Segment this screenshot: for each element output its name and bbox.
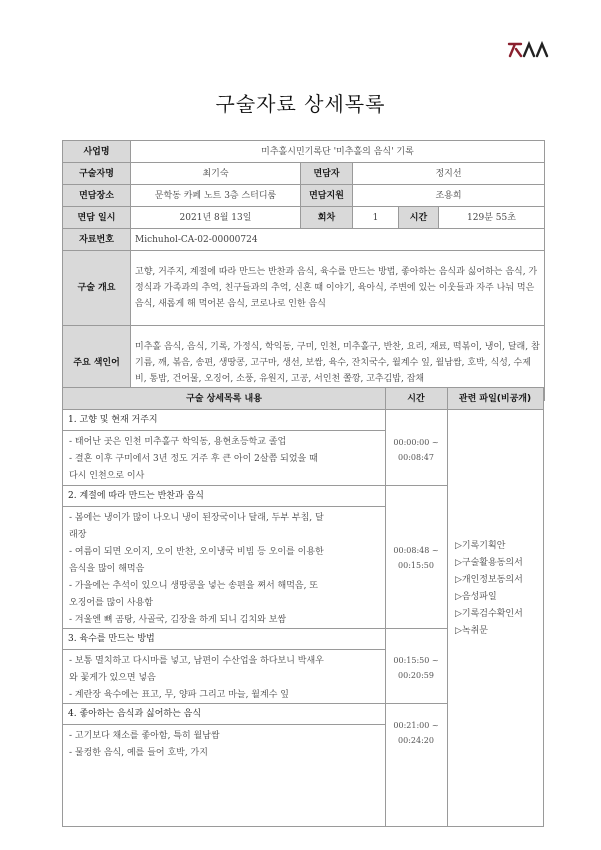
bullet-line: 와 꽃게가 있으면 넣음 — [69, 673, 156, 683]
keywords-label: 주요 색인어 — [63, 326, 131, 401]
files-header: 관련 파일(비공개) — [447, 388, 543, 410]
organization-logo — [507, 40, 549, 58]
time-header: 시간 — [385, 388, 447, 410]
narrator-label: 구술자명 — [63, 163, 131, 185]
file-item: ▷녹취문 — [455, 626, 489, 636]
metadata-table — [62, 140, 545, 401]
file-item: ▷개인정보동의서 — [455, 575, 523, 585]
page-title: 구술자료 상세목록 — [215, 92, 386, 116]
section-4-time — [385, 718, 447, 748]
bullet-line: - 겨울엔 뼈 곰탕, 사골국, 김장을 하게 되니 김치와 보쌈 — [69, 615, 287, 625]
section-3 — [63, 629, 385, 704]
time-value: 129분 55초 — [439, 207, 545, 229]
keywords-value: 미추홀 음식, 음식, 기록, 가정식, 학익동, 구미, 인천, 미추홀구, 반찬, 요리, 재료, 떡볶이, 냉이, 달래, 참기름, 깨, 볶음, 송편, 생땅콩, 고구마, 생선, 보쌈, 육수, 잔치국수, 월계수 잎, 월남쌈, 호박, 식성, 수제비, 통밤, 건어물, 오징어, 소풍, 유원지, 고공, 서인천 쫄깡, 고추김밥, 잡채 — [131, 326, 545, 401]
time-end: 00:24:20 — [398, 736, 434, 745]
column-divider — [447, 388, 448, 826]
assistant-value: 조용희 — [353, 185, 545, 207]
assistant-label: 면담지원 — [301, 185, 353, 207]
detail-header: 구술 상세목록 내용 — [63, 388, 385, 410]
related-files-list — [455, 538, 523, 640]
session-value: 1 — [353, 207, 399, 229]
time-start: 00:08:48 ~ — [393, 546, 439, 555]
time-start: 00:21:00 ~ — [393, 721, 439, 730]
section-4 — [63, 704, 385, 762]
date-label: 면담 일시 — [63, 207, 131, 229]
place-value: 문학동 카페 노트 3층 스터디룸 — [131, 185, 301, 207]
time-end: 00:15:50 — [398, 561, 434, 570]
id-value: Michuhol-CA-02-00000724 — [131, 229, 545, 251]
bullet-line: - 물컹한 음식, 예를 들어 호박, 가지 — [69, 748, 208, 758]
bullet-line: - 보통 멸치하고 다시마를 넣고, 남편이 수산업을 하다보니 박새우 — [69, 656, 324, 666]
section-title: 1. 고향 및 현재 거주지 — [63, 410, 385, 431]
bullet-line: 음식을 많이 해먹음 — [69, 564, 145, 574]
project-value: 미추홀시민기록단 '미추홀의 음식' 기록 — [131, 141, 545, 163]
section-bullets — [63, 725, 385, 762]
section-2 — [63, 486, 385, 629]
id-label: 자료번호 — [63, 229, 131, 251]
bullet-line: - 결혼 이후 구미에서 3년 정도 거주 후 큰 아이 2살쯤 되었을 때 — [69, 454, 318, 464]
summary-label: 구술 개요 — [63, 251, 131, 326]
interviewer-value: 정지선 — [353, 163, 545, 185]
bullet-line: - 봄에는 냉이가 많이 나오니 냉이 된장국이나 달래, 두부 부침, 달 — [69, 513, 324, 523]
bullet-line: - 고기보다 채소를 좋아함, 특히 월남쌈 — [69, 731, 220, 741]
session-label: 회차 — [301, 207, 353, 229]
narrator-value: 최기숙 — [131, 163, 301, 185]
section-title: 4. 좋아하는 음식과 싫어하는 음식 — [63, 704, 385, 725]
bullet-line: - 계란장 육수에는 표고, 무, 양파 그리고 마늘, 월계수 잎 — [69, 690, 289, 700]
bullet-line: - 태어난 곳은 인천 미추홀구 학익동, 용현초등학교 졸업 — [69, 437, 287, 447]
section-bullets — [63, 431, 385, 485]
file-item: ▷기록검수확인서 — [455, 609, 523, 619]
section-3-time — [385, 653, 447, 683]
bullet-line: - 가을에는 추석이 있으니 생땅콩을 넣는 송편을 쪄서 해먹음, 또 — [69, 581, 319, 591]
section-1-time — [385, 435, 447, 465]
section-title: 3. 육수를 만드는 방법 — [63, 629, 385, 650]
section-2-time — [385, 543, 447, 573]
interviewer-label: 면담자 — [301, 163, 353, 185]
bullet-line: 오징어를 많이 사용함 — [69, 598, 153, 608]
section-bullets — [63, 650, 385, 704]
file-item: ▷기록기획안 — [455, 541, 506, 551]
time-end: 00:20:59 — [398, 671, 434, 680]
file-item: ▷음성파일 — [455, 592, 497, 602]
time-start: 00:15:50 ~ — [393, 656, 439, 665]
time-end: 00:08:47 — [398, 453, 434, 462]
summary-value: 고향, 거주지, 계절에 따라 만드는 반찬과 음식, 육수를 만드는 방법, 좋아하는 음식과 싫어하는 음식, 가정식과 가족과의 추억, 친구들과의 추억, 신혼 때 이야기, 육아식, 주변에 있는 이웃들과 자주 나눠 먹은 음식, 새롭게 해 먹어본 음식, 코로나로 인한 음식 — [131, 251, 545, 326]
bullet-line: - 여름이 되면 오이지, 오이 반찬, 오이냉국 비빔 등 오이를 이용한 — [69, 547, 324, 557]
time-start: 00:00:00 ~ — [393, 438, 439, 447]
bullet-line: 다시 인천으로 이사 — [69, 471, 145, 481]
section-1 — [63, 410, 385, 485]
section-bullets — [63, 507, 385, 629]
content-table — [62, 387, 544, 827]
bullet-line: 래장 — [69, 530, 87, 540]
time-label: 시간 — [399, 207, 439, 229]
place-label: 면담장소 — [63, 185, 131, 207]
project-label: 사업명 — [63, 141, 131, 163]
file-item: ▷구술활용동의서 — [455, 558, 523, 568]
date-value: 2021년 8월 13일 — [131, 207, 301, 229]
section-title: 2. 계절에 따라 만드는 반찬과 음식 — [63, 486, 385, 507]
